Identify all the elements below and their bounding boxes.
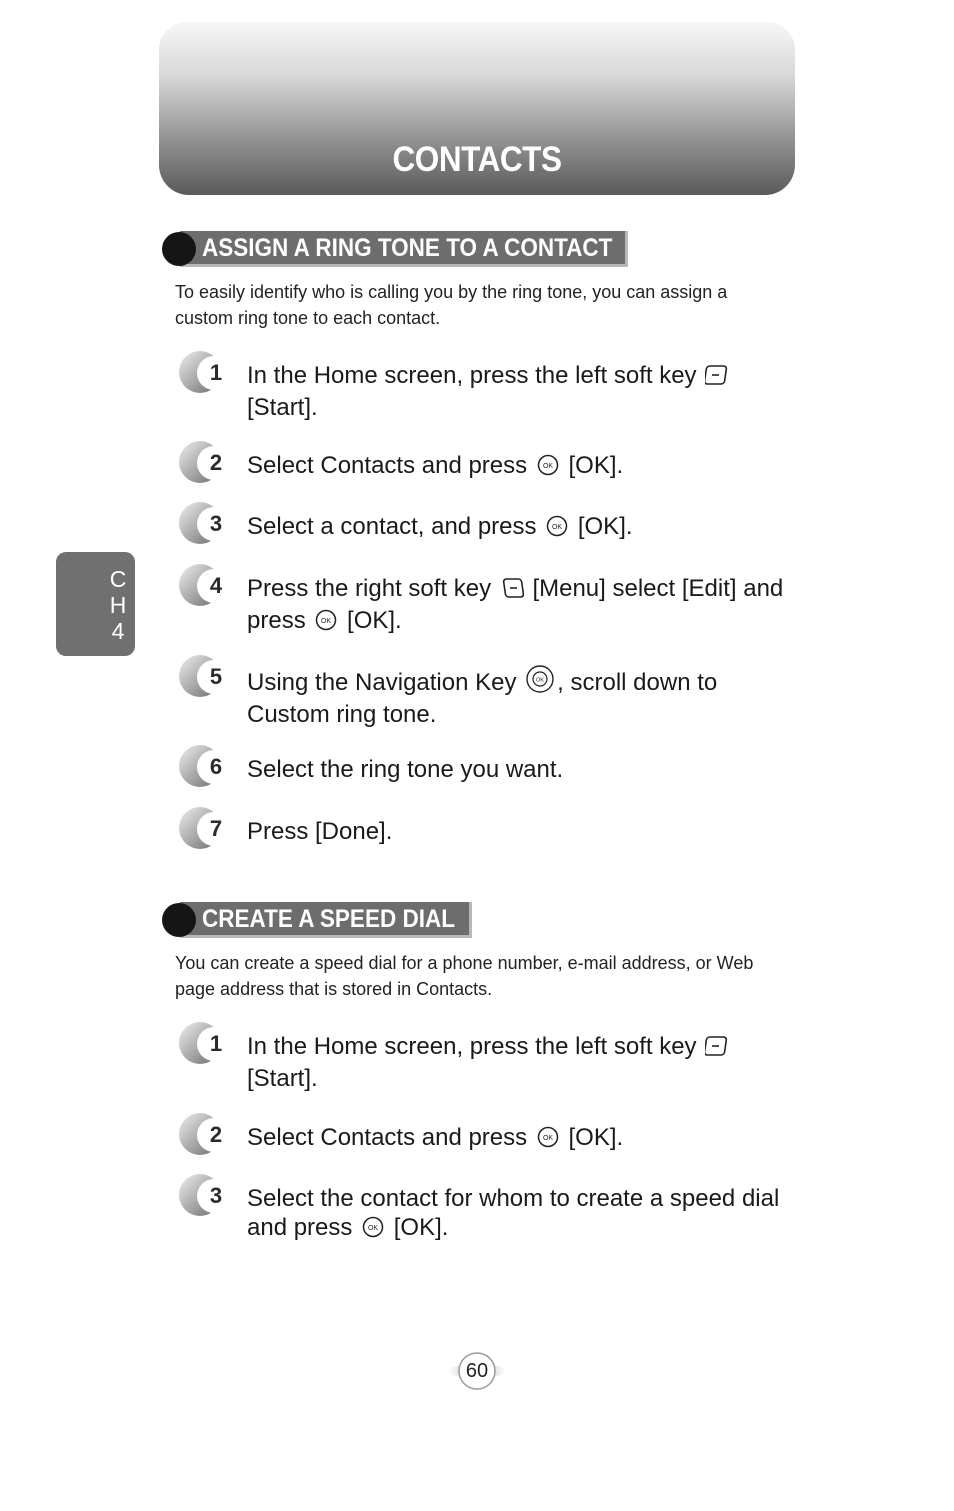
step-badge (175, 350, 231, 396)
page-number (447, 1350, 507, 1392)
step-text-part: Select the contact for whom to create a speed dial and press (247, 1185, 780, 1241)
step-badge (175, 654, 231, 700)
step-text (247, 1184, 787, 1245)
svg-text:OK: OK (542, 463, 553, 470)
step-text-part: , scroll down to Custom ring tone. (247, 669, 718, 728)
step-text (247, 512, 787, 544)
page-number-label: 60 (465, 1360, 489, 1382)
step-number: 3 (209, 511, 223, 536)
step-text-part: [OK]. (568, 452, 624, 479)
step-badge (175, 744, 231, 790)
step-badge (175, 501, 231, 547)
step-badge (175, 806, 231, 852)
ok-key-icon (536, 1126, 560, 1155)
ok-key-icon (361, 1216, 385, 1245)
step-badge (175, 1173, 231, 1219)
ok-key-icon (536, 454, 560, 483)
step-text-part: Select Contacts and press (247, 1124, 528, 1151)
right-soft-key-icon (500, 577, 524, 606)
step-text-part: [OK]. (393, 1214, 449, 1241)
step-text (247, 665, 787, 729)
step-text-part: Using the Navigation Key (247, 669, 517, 696)
step-text-part: Press the right soft key (247, 575, 492, 602)
step-badge (175, 440, 231, 486)
step-text-part: [Menu] select [Edit] and press (247, 575, 784, 634)
ok-key-icon (545, 515, 569, 544)
left-soft-key-icon (705, 1035, 729, 1064)
step-badge (175, 1021, 231, 1067)
step-number: 5 (209, 664, 223, 689)
section-intro: To easily identify who is calling you by the ring tone, you can assign a custom ring tone to each contact. (175, 282, 728, 328)
chapter-number: 4 (111, 618, 125, 644)
chapter-letter-c: C (109, 566, 127, 592)
svg-text:OK: OK (536, 677, 545, 684)
ok-key-icon (314, 609, 338, 638)
section-bullet (162, 232, 196, 266)
section-heading-speed-dial (162, 902, 472, 938)
step-badge (175, 1112, 231, 1158)
step-number: 2 (209, 1122, 223, 1147)
section-heading-ring-tone (162, 231, 628, 267)
header-banner (159, 22, 795, 195)
section-heading-label: ASSIGN A RING TONE TO A CONTACT (202, 234, 613, 262)
step-text (247, 361, 787, 422)
section-heading-label: CREATE A SPEED DIAL (202, 905, 455, 933)
step-number: 2 (209, 450, 223, 475)
step-text-part: In the Home screen, press the left soft key (247, 1033, 697, 1060)
step-text-part: [OK]. (568, 1124, 624, 1151)
step-text-part: [Start]. (247, 1065, 318, 1092)
section-intro: You can create a speed dial for a phone number, e-mail address, or Web page address that is stored in Contacts. (175, 953, 754, 999)
chapter-tab (56, 552, 135, 656)
step-text (247, 574, 787, 638)
step-text-part: [OK]. (347, 607, 402, 634)
step-number: 6 (209, 754, 223, 779)
section-bullet (162, 903, 196, 937)
step-text-part: Select Contacts and press (247, 452, 528, 479)
svg-text:OK: OK (321, 618, 332, 625)
step-text (247, 1032, 787, 1093)
step-badge (175, 563, 231, 609)
step-number: 4 (209, 573, 223, 598)
svg-text:OK: OK (542, 1135, 553, 1142)
step-text-part: In the Home screen, press the left soft key (247, 362, 697, 389)
step-text (247, 755, 787, 784)
step-text-part: Select a contact, and press (247, 513, 537, 540)
chapter-label (108, 566, 128, 644)
step-number: 7 (209, 816, 223, 841)
svg-text:OK: OK (368, 1225, 379, 1232)
step-text-part: [OK]. (577, 513, 633, 540)
step-text-part: Press [Done]. (247, 818, 393, 845)
step-number: 1 (209, 360, 223, 385)
step-number: 1 (209, 1031, 223, 1056)
step-text (247, 451, 787, 483)
left-soft-key-icon (705, 364, 729, 393)
step-number: 3 (209, 1183, 223, 1208)
navigation-key-icon (525, 665, 555, 700)
step-text (247, 1123, 787, 1155)
step-text-part: Select the ring tone you want. (247, 756, 564, 783)
page-title: CONTACTS (392, 140, 562, 179)
chapter-letter-h: H (109, 592, 127, 618)
step-text (247, 817, 787, 846)
step-text-part: [Start]. (247, 394, 318, 421)
svg-text:OK: OK (552, 524, 563, 531)
